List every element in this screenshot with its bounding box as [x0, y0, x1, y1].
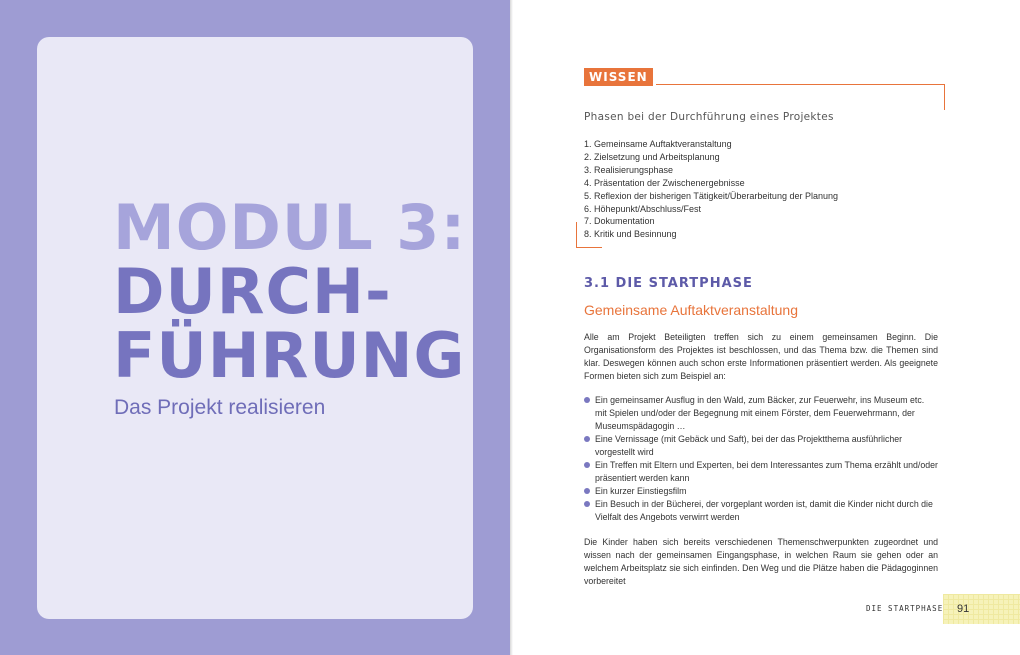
bullet-dot-icon — [584, 462, 590, 468]
wissen-frame-left — [576, 222, 577, 248]
bullet-dot-icon — [584, 397, 590, 403]
phase-item: 3. Realisierungsphase — [584, 164, 674, 175]
phase-item: 4. Präsentation der Zwischenergebnisse — [584, 177, 745, 188]
section-subheading: Gemeinsame Auftaktveranstaltung — [584, 302, 799, 318]
phase-item: 5. Reflexion der bisherigen Tätigkeit/Überarbeitung der Planung — [584, 190, 838, 201]
phase-item: 7. Dokumentation — [584, 216, 655, 227]
phase-item: 1. Gemeinsame Auftaktveranstaltung — [584, 139, 732, 149]
bullet-dot-icon — [584, 488, 590, 494]
intro-paragraph: Alle am Projekt Beteiligten treffen sich zu einem gemeinsamen Beginn. Die Organisationsform des Projektes ist beschlossen, und das Thema bzw. die Themen sind klar. Deswegen können auch schon erste Informationen präsentiert werden. Als geeignete Formen bieten sich zum Beispiel an: — [584, 332, 938, 381]
wissen-frame-top — [656, 84, 945, 85]
page-number-box — [943, 594, 1020, 624]
bullet-text: Ein kurzer Einstiegsfilm — [595, 486, 687, 496]
bullet-dot-icon — [584, 501, 590, 507]
module-subtitle: Das Projekt realisieren — [114, 396, 326, 419]
wissen-frame-bottom — [576, 247, 602, 248]
running-footer: DIE STARTPHASE — [866, 604, 944, 613]
bullet-item — [584, 433, 938, 459]
page-number: 91 — [957, 603, 970, 615]
wissen-heading: Phasen bei der Durchführung eines Projektes — [584, 111, 834, 123]
bullet-list — [584, 394, 938, 524]
module-title-line1: MODUL 3: — [113, 191, 467, 264]
wissen-frame-right — [944, 84, 945, 110]
module-title-line3: FÜHRUNG — [113, 319, 466, 392]
closing-paragraph: Die Kinder haben sich bereits verschiedenen Themenschwerpunkten zugeordnet und wissen nach der gemeinsamen Eingangsphase, in welchen Raum sie gehen oder an welchem Arbeitsplatz sie sich einfinden. Den Weg und die Plätze haben die Pädagoginnen vorbereitet — [584, 537, 938, 586]
phase-list — [584, 138, 838, 241]
phase-item: 8. Kritik und Besinnung — [584, 229, 677, 240]
bullet-item — [584, 498, 938, 524]
phase-item: 2. Zielsetzung und Arbeitsplanung — [584, 151, 720, 162]
bullet-text: Ein Treffen mit Eltern und Experten, bei dem Interessantes zum Thema erzählt und/oder präsentiert werden kann — [595, 460, 938, 483]
bullet-text: Eine Vernissage (mit Gebäck und Saft), bei der das Projektthema ausführlicher vorgestellt wird — [595, 434, 903, 457]
wissen-badge: WISSEN — [584, 68, 653, 86]
bullet-dot-icon — [584, 436, 590, 442]
phase-item: 6. Höhepunkt/Abschluss/Fest — [584, 203, 702, 214]
bullet-text: Ein gemeinsamer Ausflug in den Wald, zum Bäcker, zur Feuerwehr, ins Museum etc. mit Spielen und/oder der Begegnung mit einem Förster, dem Feuerwehrmann, der Museumspädagogin … — [595, 395, 925, 431]
section-title: 3.1 DIE STARTPHASE — [584, 276, 753, 291]
module-title-line2: DURCH- — [113, 255, 392, 328]
bullet-item — [584, 394, 938, 433]
module-title — [113, 191, 467, 392]
bullet-item — [584, 459, 938, 485]
bullet-item — [584, 485, 938, 498]
bullet-text: Ein Besuch in der Bücherei, der vorgeplant worden ist, damit die Kinder nicht durch die Vielfalt des Angebots verwirrt werden — [595, 499, 933, 522]
